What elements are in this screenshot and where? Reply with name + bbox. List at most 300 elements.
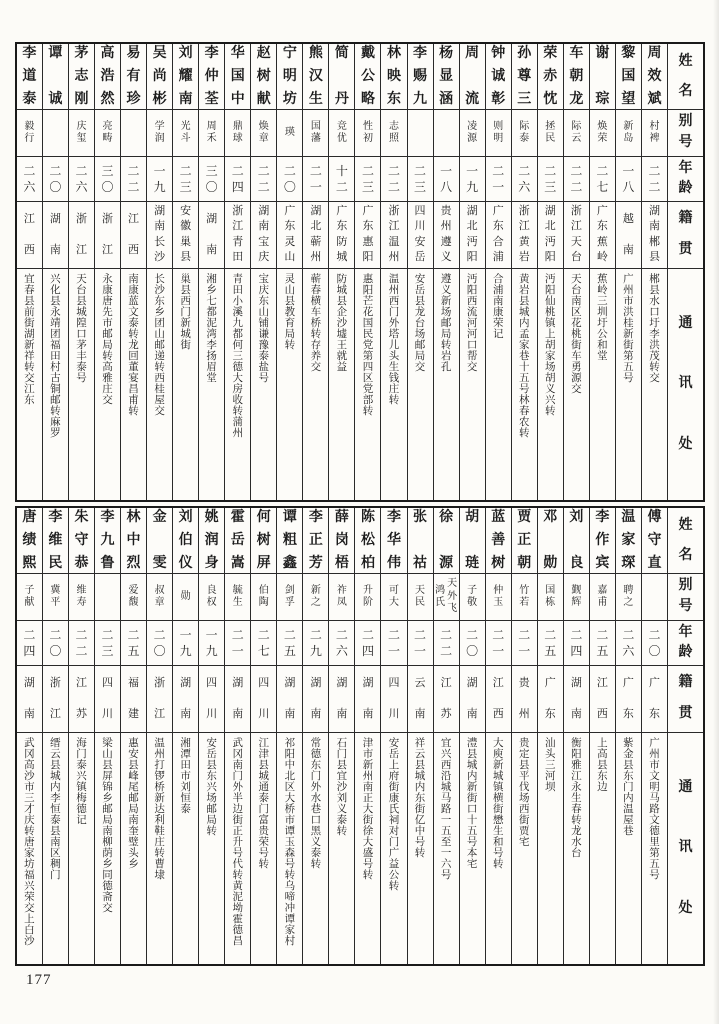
entry-contact-address: 永 康 唐 先 市 邮 局 转 高 雅 庄 交 <box>102 274 113 407</box>
directory-entry-column <box>146 44 172 500</box>
directory-entry-column <box>615 44 641 500</box>
entry-native-place: 贵 州 遵 义 <box>440 204 452 264</box>
entry-native-place: 广 东 合 浦 <box>492 204 504 264</box>
entry-contact-address: 汕 头 三 河 坝 <box>545 738 556 794</box>
entry-alias: 天 外 飞 鸿 氏 <box>435 578 458 615</box>
entry-contact-address: 海 门 泰 兴 镇 梅 德 记 <box>76 738 87 827</box>
entry-contact-address: 广 州 市 洪 桂 新 街 第 五 号 <box>623 274 634 385</box>
entry-age: 二 三 <box>544 163 557 194</box>
entry-name: 简 丹 <box>334 46 349 108</box>
entry-native-place: 湖 南 郴 县 <box>648 204 660 264</box>
entry-contact-address: 南 康 蓝 文 泰 转 龙 回 董 宴 昌 甫 转 <box>128 274 139 418</box>
entry-alias: 毅 行 <box>24 120 35 144</box>
directory-entry-column <box>17 44 42 500</box>
directory-entry-column <box>328 508 354 964</box>
entry-age: 二 一 <box>231 627 244 658</box>
entry-name: 薛 岗 梧 <box>334 510 349 572</box>
entry-alias: 拯 民 <box>545 120 556 144</box>
entry-age: 二 六 <box>622 627 635 658</box>
entry-contact-address: 蕉 岭 三 圳 圩 公 和 堂 <box>597 274 608 363</box>
entry-native-place: 广 东 <box>544 676 556 720</box>
entry-native-place: 湖 南 <box>206 212 218 256</box>
directory-entry-column <box>459 508 485 964</box>
entry-contact-address: 宝 庆 东 山 铺 谦 豫 泰 盐 号 <box>258 274 270 385</box>
entry-native-place: 浙 江 黄 岩 <box>518 204 530 264</box>
entry-name: 吴 尚 彬 <box>152 46 167 108</box>
entry-alias: 聘 之 <box>623 584 634 608</box>
entry-alias: 际 云 <box>571 120 582 144</box>
entry-contact-address: 武 冈 南 门 外 半 边 街 正 升 号 代 转 黄 泥 坳 霍 德 昌 <box>232 738 243 948</box>
entry-name: 李 作 宾 <box>595 510 610 572</box>
entry-alias: 周 禾 <box>206 120 217 144</box>
entry-contact-address: 灵 山 县 教 育 局 转 <box>284 274 296 352</box>
entry-native-place: 广 东 <box>622 676 634 720</box>
header-alias-label: 别 号 <box>678 114 693 151</box>
entry-name: 刘 耀 南 <box>178 46 193 108</box>
entry-name: 赵 树 献 <box>256 46 271 108</box>
entry-name: 刘 良 <box>569 510 584 572</box>
entry-name: 华 国 中 <box>230 46 245 108</box>
entry-contact-address: 宜 春 县 前 街 湖 新 祥 转 交 江 东 <box>24 274 35 407</box>
entry-name: 宁 明 坊 <box>282 46 297 108</box>
entry-native-place: 湖 南 <box>232 676 244 720</box>
entry-alias: 际 泰 <box>519 120 530 144</box>
entry-alias: 升 阶 <box>362 584 373 608</box>
directory-entry-column <box>354 508 380 964</box>
entry-contact-address: 祥 云 县 城 内 东 街 亿 中 号 转 <box>414 738 426 860</box>
entry-alias: 瑛 <box>284 126 295 138</box>
entry-name: 何 树 屏 <box>256 510 271 572</box>
entry-contact-address: 惠 阳 芒 花 国 民 党 第 四 区 党 部 转 <box>362 274 374 418</box>
entry-age: 二 〇 <box>49 163 62 194</box>
entry-native-place: 湖 北 蕲 州 <box>310 204 322 264</box>
entry-alias: 凌 源 <box>467 120 478 144</box>
row-header-column <box>667 44 703 500</box>
entry-alias: 鼎 球 <box>232 120 243 144</box>
entry-contact-address: 紫 金 县 东 门 内 温 屋 巷 <box>623 738 634 838</box>
entry-age: 二 五 <box>283 627 296 658</box>
directory-entry-column <box>589 44 615 500</box>
entry-name: 周 流 <box>465 46 480 108</box>
paper-edge-shading <box>713 0 719 1024</box>
entry-name: 陈 松 柏 <box>360 510 375 572</box>
entry-age: 二 〇 <box>283 163 296 194</box>
directory-entry-column <box>68 44 94 500</box>
entry-native-place: 浙 江 <box>49 676 61 720</box>
entry-native-place: 四 川 <box>206 676 218 720</box>
entry-alias: 村 裨 <box>649 120 660 144</box>
entry-age: 二 九 <box>309 627 322 658</box>
entry-age: 二 〇 <box>49 627 62 658</box>
entry-native-place: 四 川 <box>101 676 113 720</box>
entry-age: 二 七 <box>596 163 609 194</box>
entry-native-place: 江 西 <box>128 212 140 256</box>
entry-age: 二 〇 <box>648 627 661 658</box>
entry-age: 二 一 <box>309 163 322 194</box>
entry-native-place: 贵 州 <box>518 676 530 720</box>
entry-contact-address: 衡 阳 雅 江 永 生 春 转 龙 水 台 <box>571 738 582 860</box>
directory-table-bottom <box>15 506 705 966</box>
entry-native-place: 福 建 <box>128 676 140 720</box>
directory-entry-column <box>302 508 328 964</box>
entry-age: 二 六 <box>518 163 531 194</box>
entry-name: 谢 琮 <box>595 46 610 108</box>
entry-alias: 觐 辉 <box>571 584 582 608</box>
entry-age: 二 四 <box>570 627 583 658</box>
entry-native-place: 湖 南 <box>310 676 322 720</box>
directory-entry-column <box>172 44 198 500</box>
entry-age: 二 三 <box>361 163 374 194</box>
entry-alias: 毓 生 <box>232 584 243 608</box>
entry-name: 贾 正 朝 <box>517 510 532 572</box>
entry-age: 二 〇 <box>153 627 166 658</box>
entry-name: 姚 润 身 <box>204 510 219 572</box>
entry-native-place: 浙 江 <box>101 212 113 256</box>
entry-native-place: 湖 南 <box>570 676 582 720</box>
directory-entry-column <box>224 508 250 964</box>
entry-native-place: 浙 江 <box>154 676 166 720</box>
entry-name: 霍 岳 嵩 <box>230 510 245 572</box>
directory-entry-column <box>68 508 94 964</box>
entry-alias: 子 敬 <box>467 584 478 608</box>
entry-alias: 维 寿 <box>76 584 87 608</box>
entry-name: 徐 源 <box>439 510 454 572</box>
entry-age: 一 八 <box>440 163 453 194</box>
directory-entry-column <box>433 508 459 964</box>
entry-native-place: 广 东 惠 阳 <box>362 204 374 264</box>
entry-contact-address: 遵 义 新 场 邮 局 转 岩 孔 <box>440 274 452 374</box>
entry-native-place: 湖 南 <box>466 676 478 720</box>
entry-age: 二 四 <box>231 163 244 194</box>
entry-native-place: 湖 南 长 沙 <box>154 204 166 264</box>
entry-alias: 志 照 <box>389 120 399 144</box>
entry-age: 一 九 <box>466 163 479 194</box>
directory-entry-column <box>380 508 406 964</box>
entry-age: 二 六 <box>335 627 348 658</box>
header-native-label: 籍 贯 <box>678 211 693 258</box>
entry-name: 荣 赤 忱 <box>543 46 558 108</box>
entry-native-place: 湖 北 沔 阳 <box>544 204 556 264</box>
header-age-label: 年 龄 <box>678 624 693 660</box>
entry-contact-address: 大 庾 新 城 镇 横 街 懋 生 和 号 转 <box>492 738 504 871</box>
entry-alias: 可 大 <box>389 584 399 608</box>
entry-name: 谭 诚 <box>48 46 63 108</box>
entry-contact-address: 贵 定 县 平 伐 场 西 街 贾 宅 <box>518 738 530 849</box>
entry-name: 李 九 鲁 <box>100 510 115 572</box>
entry-name: 易 有 珍 <box>126 46 141 108</box>
entry-native-place: 湖 南 宝 庆 <box>258 204 270 264</box>
entry-name: 温 家 琛 <box>621 510 636 572</box>
directory-entry-column <box>276 44 302 500</box>
entry-age: 二 三 <box>101 627 114 658</box>
header-native-label: 籍 贯 <box>678 675 693 722</box>
directory-entry-column <box>354 44 380 500</box>
entry-age: 二 四 <box>361 627 374 658</box>
entry-alias: 焕 章 <box>258 120 269 144</box>
entry-age: 二 一 <box>414 627 427 658</box>
entry-alias: 亮 畴 <box>102 120 113 144</box>
entry-contact-address: 安 岳 县 东 兴 场 邮 局 转 <box>206 738 217 838</box>
entry-native-place: 广 东 <box>648 676 660 720</box>
entry-name: 熊 汉 生 <box>308 46 323 108</box>
entry-alias: 新 岛 <box>623 120 634 144</box>
directory-entry-column <box>511 508 537 964</box>
entry-name: 李 道 泰 <box>22 46 37 108</box>
directory-entry-column <box>563 508 589 964</box>
directory-entry-column <box>198 508 224 964</box>
entry-age: 二 二 <box>75 627 88 658</box>
entry-contact-address: 合 浦 南 康 荣 记 <box>492 274 504 341</box>
entry-native-place: 安 徽 巢 县 <box>180 204 192 264</box>
directory-entry-column <box>615 508 641 964</box>
entry-native-place: 江 苏 <box>440 676 452 720</box>
entry-age: 一 八 <box>622 163 635 194</box>
entry-name: 戴 公 略 <box>360 46 375 108</box>
directory-entry-column <box>94 44 120 500</box>
entry-contact-address: 缙 云 县 城 内 李 恒 泰 县 南 区 稠 门 <box>50 738 61 882</box>
directory-entry-column <box>459 44 485 500</box>
entry-contact-address: 兴 化 县 永 靖 团 福 田 村 古 铜 邮 转 麻 罗 <box>50 274 61 440</box>
entry-native-place: 浙 江 青 田 <box>232 204 244 264</box>
entry-native-place: 广 东 蕉 岭 <box>596 204 608 264</box>
entry-alias: 冀 平 <box>50 584 61 608</box>
entry-age: 二 三 <box>179 163 192 194</box>
entry-contact-address: 郴 县 水 口 圩 李 洪 茂 转 交 <box>649 274 660 385</box>
entry-native-place: 四 川 <box>388 676 400 720</box>
header-name-label: 姓 名 <box>678 517 693 564</box>
entry-name: 茅 志 刚 <box>74 46 89 108</box>
entry-age: 二 二 <box>127 163 140 194</box>
directory-entry-column <box>511 44 537 500</box>
directory-entry-column <box>537 508 563 964</box>
entry-name: 唐 绩 熙 <box>22 510 37 572</box>
directory-entry-column <box>302 44 328 500</box>
directory-entry-column <box>407 508 433 964</box>
entry-native-place: 湖 南 <box>180 676 192 720</box>
entry-alias: 庆 玺 <box>76 120 87 144</box>
page-number: 177 <box>26 972 52 988</box>
entry-alias: 学 润 <box>154 120 165 144</box>
entry-age: 三 〇 <box>205 163 218 194</box>
entry-contact-address: 沔 阳 仙 桃 镇 上 胡 家 场 胡 义 兴 转 <box>545 274 556 418</box>
entry-contact-address: 津 市 新 州 南 正 大 街 徐 大 盛 号 转 <box>362 738 374 882</box>
row-header-column <box>667 508 703 964</box>
entry-contact-address: 上 高 县 东 边 <box>597 738 608 794</box>
entry-alias: 竞 优 <box>336 120 347 144</box>
entry-age: 二 二 <box>648 163 661 194</box>
entry-age: 二 六 <box>23 163 36 194</box>
entry-native-place: 越 南 <box>622 212 634 256</box>
entry-contact-address: 湘 乡 七 都 泥 湾 李 扬 眉 堂 <box>206 274 217 385</box>
entry-native-place: 湖 南 <box>49 212 61 256</box>
directory-entry-column <box>172 508 198 964</box>
header-contact-label: 通 讯 处 <box>678 779 693 916</box>
entry-native-place: 江 苏 <box>75 676 87 720</box>
entry-contact-address: 天 台 县 城 隍 口 茅 丰 泰 号 <box>76 274 87 385</box>
directory-entry-column <box>42 44 68 500</box>
entry-alias: 伯 陶 <box>258 584 269 608</box>
directory-entry-column <box>42 508 68 964</box>
entry-name: 李 正 芳 <box>308 510 323 572</box>
header-name-label: 姓 名 <box>678 53 693 100</box>
entry-native-place: 湖 南 <box>362 676 374 720</box>
entry-contact-address: 澧 县 城 内 新 街 口 十 五 号 本 宅 <box>466 738 478 871</box>
entry-alias: 祚 凤 <box>336 584 347 608</box>
entry-alias: 嘉 甫 <box>597 584 608 608</box>
directory-entry-column <box>120 44 146 500</box>
entry-alias: 竹 若 <box>519 584 530 608</box>
entry-native-place: 湖 南 <box>284 676 296 720</box>
entry-native-place: 广 东 灵 山 <box>284 204 296 264</box>
entry-native-place: 四 川 <box>258 676 270 720</box>
entry-name: 林 映 东 <box>387 46 401 108</box>
entry-contact-address: 广 州 市 文 明 马 路 文 德 里 第 五 号 <box>649 738 660 882</box>
entry-age: 二 一 <box>388 627 401 658</box>
entry-alias: 良 权 <box>206 584 217 608</box>
directory-entry-column <box>146 508 172 964</box>
header-contact-label: 通 讯 处 <box>678 315 693 452</box>
entry-name: 林 中 烈 <box>126 510 141 572</box>
entry-native-place: 四 川 安 岳 <box>414 204 426 264</box>
entry-contact-address: 安 岳 县 龙 台 场 邮 局 交 <box>414 274 426 374</box>
entry-alias: 爱 馥 <box>128 584 139 608</box>
directory-entry-column <box>641 44 667 500</box>
entry-age: 二 三 <box>414 163 427 194</box>
entry-age: 二 五 <box>544 627 557 658</box>
directory-entry-column <box>485 508 511 964</box>
entry-age: 二 五 <box>596 627 609 658</box>
directory-entry-column <box>328 44 354 500</box>
entry-age: 三 〇 <box>101 163 114 194</box>
entry-contact-address: 蕲 春 横 车 桥 转 存 养 交 <box>310 274 322 374</box>
directory-entry-column <box>380 44 406 500</box>
directory-entry-column <box>563 44 589 500</box>
directory-entry-column <box>485 44 511 500</box>
entry-age: 一 九 <box>205 627 218 658</box>
entry-native-place: 浙 江 天 台 <box>570 204 582 264</box>
entry-name: 刘 伯 仪 <box>178 510 193 572</box>
entry-alias: 则 明 <box>493 120 504 144</box>
entry-contact-address: 祁 阳 中 北 区 大 桥 市 谭 玉 森 号 转 乌 啼 冲 谭 家 村 <box>284 738 296 948</box>
entry-contact-address: 黄 岩 县 城 内 孟 家 巷 十 五 号 林 春 农 转 <box>518 274 530 440</box>
entry-age: 十 二 <box>335 163 348 194</box>
entry-contact-address: 天 台 南 区 花 桃 街 车 勇 源 交 <box>571 274 582 396</box>
entry-contact-address: 巢 县 西 门 新 城 街 <box>180 274 191 352</box>
entry-alias: 焕 荣 <box>597 120 608 144</box>
entry-native-place: 江 西 <box>596 676 608 720</box>
entry-contact-address: 沔 阳 西 流 河 河 口 帮 交 <box>466 274 478 374</box>
entry-age: 二 二 <box>388 163 401 194</box>
directory-entry-column <box>198 44 224 500</box>
entry-native-place: 云 南 <box>414 676 426 720</box>
entry-name: 张 祜 <box>413 510 428 572</box>
directory-entry-column <box>224 44 250 500</box>
entry-name: 钟 诚 彰 <box>491 46 506 108</box>
entry-age: 二 二 <box>257 163 270 194</box>
entry-alias: 剑 孚 <box>284 584 295 608</box>
entry-contact-address: 长 沙 东 乡 团 山 邮 递 转 西 桂 屋 交 <box>154 274 165 418</box>
entry-native-place: 广 东 防 城 <box>336 204 348 264</box>
directory-entry-column <box>537 44 563 500</box>
entry-native-place: 湖 北 沔 阳 <box>466 204 478 264</box>
entry-contact-address: 梁 山 县 屏 锦 乡 邮 局 南 柳 荫 乡 同 德 斋 交 <box>102 738 113 915</box>
entry-age: 二 二 <box>570 163 583 194</box>
entry-native-place: 江 西 <box>23 212 35 256</box>
entry-native-place: 江 西 <box>492 676 504 720</box>
entry-name: 傅 守 直 <box>647 510 662 572</box>
entry-alias: 光 斗 <box>180 120 191 144</box>
directory-entry-column <box>433 44 459 500</box>
entry-contact-address: 湘 潭 田 市 刘 恒 泰 <box>180 738 191 816</box>
entry-name: 杨 显 涵 <box>439 46 454 108</box>
entry-name: 胡 琏 <box>465 510 480 572</box>
entry-alias: 天 民 <box>415 584 426 608</box>
entry-native-place: 湖 南 <box>336 676 348 720</box>
entry-alias: 新 之 <box>310 584 321 608</box>
entry-name: 谭 粗 鑫 <box>282 510 297 572</box>
entry-alias: 国 藩 <box>310 120 321 144</box>
entry-contact-address: 安 岳 上 府 街 康 氏 祠 对 门 广 益 公 转 <box>388 738 400 893</box>
entry-native-place: 湖 南 <box>23 676 35 720</box>
entry-contact-address: 宜 兴 西 沿 城 马 路 一 五 至 一 六 号 <box>440 738 452 882</box>
entry-age: 一 九 <box>179 627 192 658</box>
directory-entry-column <box>276 508 302 964</box>
directory-table-top <box>15 42 705 502</box>
header-alias-label: 别 号 <box>678 578 693 615</box>
entry-name: 李 赐 九 <box>413 46 428 108</box>
entry-native-place: 浙 江 <box>75 212 87 256</box>
entry-name: 朱 守 恭 <box>74 510 89 572</box>
entry-age: 一 九 <box>153 163 166 194</box>
entry-name: 李 华 伟 <box>387 510 401 572</box>
entry-contact-address: 温 州 西 门 外 塔 儿 头 生 钱 庄 转 <box>388 274 400 407</box>
entry-alias: 勋 <box>180 590 191 602</box>
entry-age: 二 二 <box>440 627 453 658</box>
entry-age: 二 〇 <box>466 627 479 658</box>
entry-contact-address: 温 州 打 锣 桥 新 达 利 鞋 庄 转 曹 埭 <box>154 738 165 882</box>
entry-name: 邓 勋 <box>543 510 558 572</box>
directory-entry-column <box>94 508 120 964</box>
entry-contact-address: 惠 安 县 峰 尾 邮 局 南 奎 璧 头 乡 <box>128 738 139 871</box>
entry-age: 二 一 <box>492 163 505 194</box>
entry-contact-address: 江 津 县 城 通 泰 门 富 贵 荣 号 转 <box>258 738 270 871</box>
entry-name: 李 仲 荃 <box>204 46 219 108</box>
entry-age: 二 五 <box>127 627 140 658</box>
entry-contact-address: 青 田 小 溪 九 都 何 三 德 大 房 收 转 蒲 州 <box>232 274 243 440</box>
entry-alias: 子 献 <box>24 584 35 608</box>
directory-entry-column <box>17 508 42 964</box>
entry-name: 高 浩 然 <box>100 46 115 108</box>
entry-name: 周 效 斌 <box>647 46 662 108</box>
header-age-label: 年 龄 <box>678 160 693 196</box>
entry-contact-address: 石 门 县 宜 沙 刘 义 泰 转 <box>336 738 348 838</box>
entry-name: 车 朝 龙 <box>569 46 584 108</box>
entry-name: 李 维 民 <box>48 510 63 572</box>
directory-entry-column <box>250 508 276 964</box>
entry-name: 黎 国 望 <box>621 46 636 108</box>
entry-alias: 性 初 <box>362 120 373 144</box>
entry-age: 二 四 <box>23 627 36 658</box>
entry-name: 蓝 善 树 <box>491 510 506 572</box>
entry-age: 二 七 <box>257 627 270 658</box>
entry-alias: 仲 玉 <box>493 584 504 608</box>
directory-entry-column <box>250 44 276 500</box>
directory-entry-column <box>407 44 433 500</box>
entry-name: 孙 尊 三 <box>517 46 532 108</box>
directory-entry-column <box>589 508 615 964</box>
entry-age: 二 一 <box>492 627 505 658</box>
entry-age: 二 一 <box>518 627 531 658</box>
